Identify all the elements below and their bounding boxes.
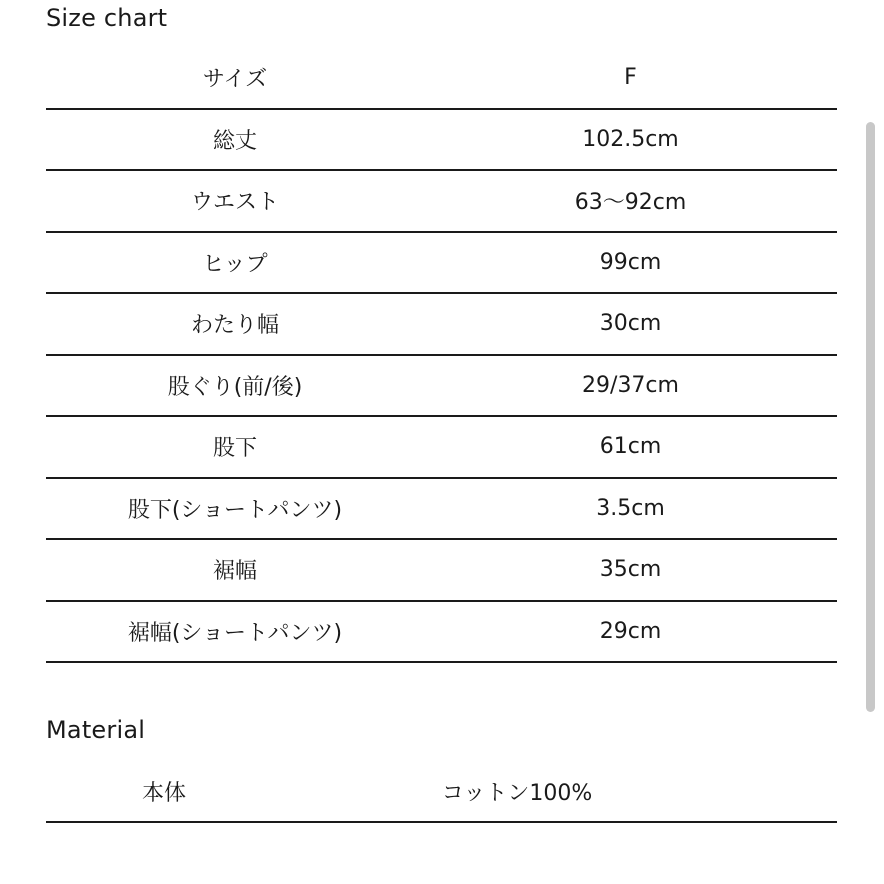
table-row — [46, 417, 837, 479]
table-row — [46, 171, 837, 233]
row-value: コットン100% — [441, 781, 593, 806]
row-label: 総丈 — [212, 128, 257, 154]
table-row — [46, 110, 837, 172]
row-value: 29cm — [599, 618, 662, 644]
material-title: Material — [46, 716, 146, 744]
row-label: サイズ — [202, 67, 268, 93]
table-row — [46, 479, 837, 541]
table-row — [46, 48, 837, 110]
row-label: わたり幅 — [190, 313, 279, 339]
row-value: F — [624, 65, 637, 91]
row-value: 99cm — [599, 249, 662, 275]
table-row — [46, 762, 837, 823]
row-label: ヒップ — [202, 251, 268, 277]
scrollbar[interactable] — [866, 122, 875, 712]
row-value: 35cm — [599, 557, 662, 583]
row-label: 股下 — [212, 436, 257, 462]
table-row — [46, 233, 837, 295]
table-row — [46, 294, 837, 356]
row-label: 裾幅 — [212, 559, 257, 585]
row-value: 29/37cm — [582, 372, 679, 398]
row-value: 61cm — [599, 434, 662, 460]
table-row — [46, 540, 837, 602]
row-value: 3.5cm — [596, 495, 665, 521]
row-value: 63〜92cm — [574, 190, 687, 216]
row-label: 本体 — [141, 781, 186, 806]
row-label: 裾幅(ショートパンツ) — [127, 620, 343, 646]
row-label: ウエスト — [190, 190, 279, 216]
row-value: 102.5cm — [582, 126, 679, 152]
material-table — [46, 762, 837, 823]
table-row — [46, 602, 837, 664]
size-chart-title: Size chart — [46, 4, 168, 32]
row-value: 30cm — [599, 311, 662, 337]
size-chart-table — [46, 48, 837, 663]
row-label: 股ぐり(前/後) — [167, 374, 303, 400]
row-label: 股下(ショートパンツ) — [127, 497, 343, 523]
table-row — [46, 356, 837, 418]
